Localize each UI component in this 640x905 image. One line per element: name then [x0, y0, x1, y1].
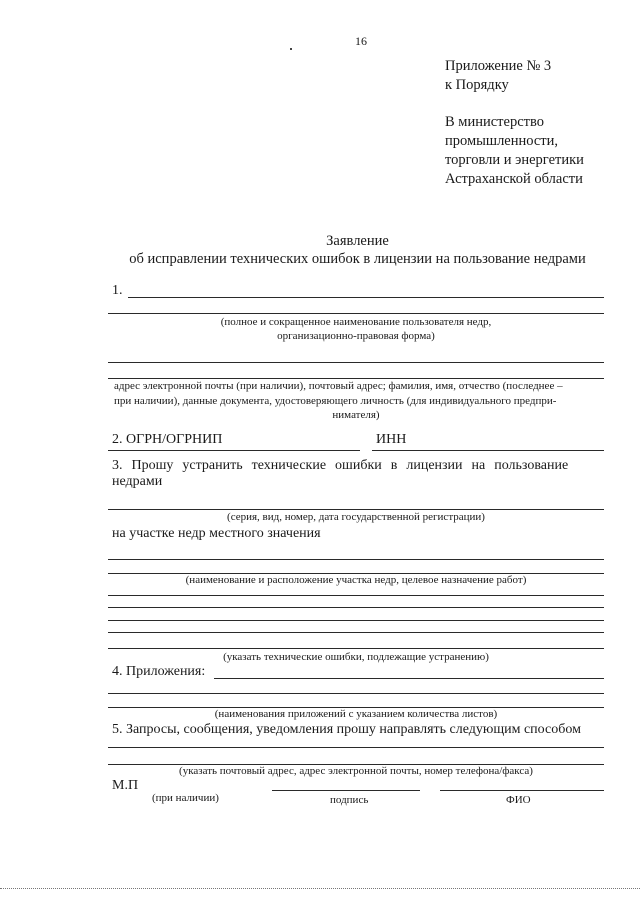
subsoil-site-text: на участке недр местного значения: [112, 526, 321, 541]
caption-applicant-details-3: нимателя): [332, 409, 380, 421]
attachments-field-1[interactable]: [214, 678, 604, 679]
addressee-line-3: торговли и энергетики: [445, 152, 584, 168]
errors-field-1[interactable]: [108, 595, 604, 596]
errors-field-4[interactable]: [108, 632, 604, 633]
addressee-line-4: Астраханской области: [445, 171, 583, 187]
license-field[interactable]: [108, 509, 604, 510]
appendix-line-1: Приложение № 3: [445, 58, 552, 74]
caption-license: (серия, вид, номер, дата государственной регистрации): [227, 511, 485, 523]
stamp-note: (при наличии): [152, 792, 219, 804]
caption-applicant-name-2: организационно-правовая форма): [277, 330, 435, 342]
addressee-line-2: промышленности,: [445, 133, 559, 149]
section-3-text-1: 3. Прошу устранить технические ошибки в лицензии на пользование: [112, 458, 569, 473]
ogrn-field[interactable]: [108, 450, 360, 451]
ogrn-label: 2. ОГРН/ОГРНИП: [112, 432, 223, 447]
inn-field[interactable]: [372, 450, 604, 451]
applicant-name-field[interactable]: [128, 297, 604, 298]
caption-attachments: (наименования приложений с указанием количества листов): [214, 708, 498, 720]
caption-applicant-details-1: адрес электронной почты (при наличии), почтовый адрес; фамилия, имя, отчество (последнее –: [114, 380, 563, 392]
signature-field[interactable]: [272, 790, 420, 791]
full-name-field[interactable]: [440, 790, 604, 791]
document-subtitle: об исправлении технических ошибок в лицензии на пользование недрами: [129, 251, 586, 267]
caption-errors: (указать технические ошибки, подлежащие устранению): [223, 651, 489, 663]
stamp-label: М.П: [112, 778, 139, 793]
full-name-caption: ФИО: [506, 794, 531, 806]
caption-applicant-details-2: при наличии), данные документа, удостоверяющего личность (для индивидуального предпри-: [114, 395, 557, 407]
section-3-text-2: недрами: [112, 474, 163, 489]
appendix-line-2: к Порядку: [445, 77, 509, 93]
applicant-address-field-2[interactable]: [108, 378, 604, 379]
section-1-number: 1.: [112, 283, 123, 298]
addressee-line-1: В министерство: [445, 114, 544, 130]
applicant-name-field-2[interactable]: [108, 313, 604, 314]
document-title: Заявление: [326, 233, 389, 249]
attachments-label: 4. Приложения:: [112, 664, 206, 679]
attachments-field-2[interactable]: [108, 693, 604, 694]
errors-field-3[interactable]: [108, 620, 604, 621]
errors-field-5[interactable]: [108, 648, 604, 649]
signature-caption: подпись: [330, 794, 369, 806]
caption-site: (наименование и расположение участка недр, целевое назначение работ): [185, 574, 527, 586]
scan-speck: [290, 48, 292, 50]
caption-applicant-name-1: (полное и сокращенное наименование пользователя недр,: [220, 316, 492, 328]
delivery-method-text: 5. Запросы, сообщения, уведомления прошу направлять следующим способом: [112, 722, 581, 737]
caption-delivery: (указать почтовый адрес, адрес электронной почты, номер телефона/факса): [179, 765, 533, 777]
applicant-address-field[interactable]: [108, 362, 604, 363]
delivery-field-1[interactable]: [108, 747, 604, 748]
errors-field-2[interactable]: [108, 607, 604, 608]
inn-label: ИНН: [376, 432, 407, 447]
scan-bottom-edge: [0, 888, 640, 889]
site-field[interactable]: [108, 559, 604, 560]
page-number: 16: [355, 34, 367, 48]
